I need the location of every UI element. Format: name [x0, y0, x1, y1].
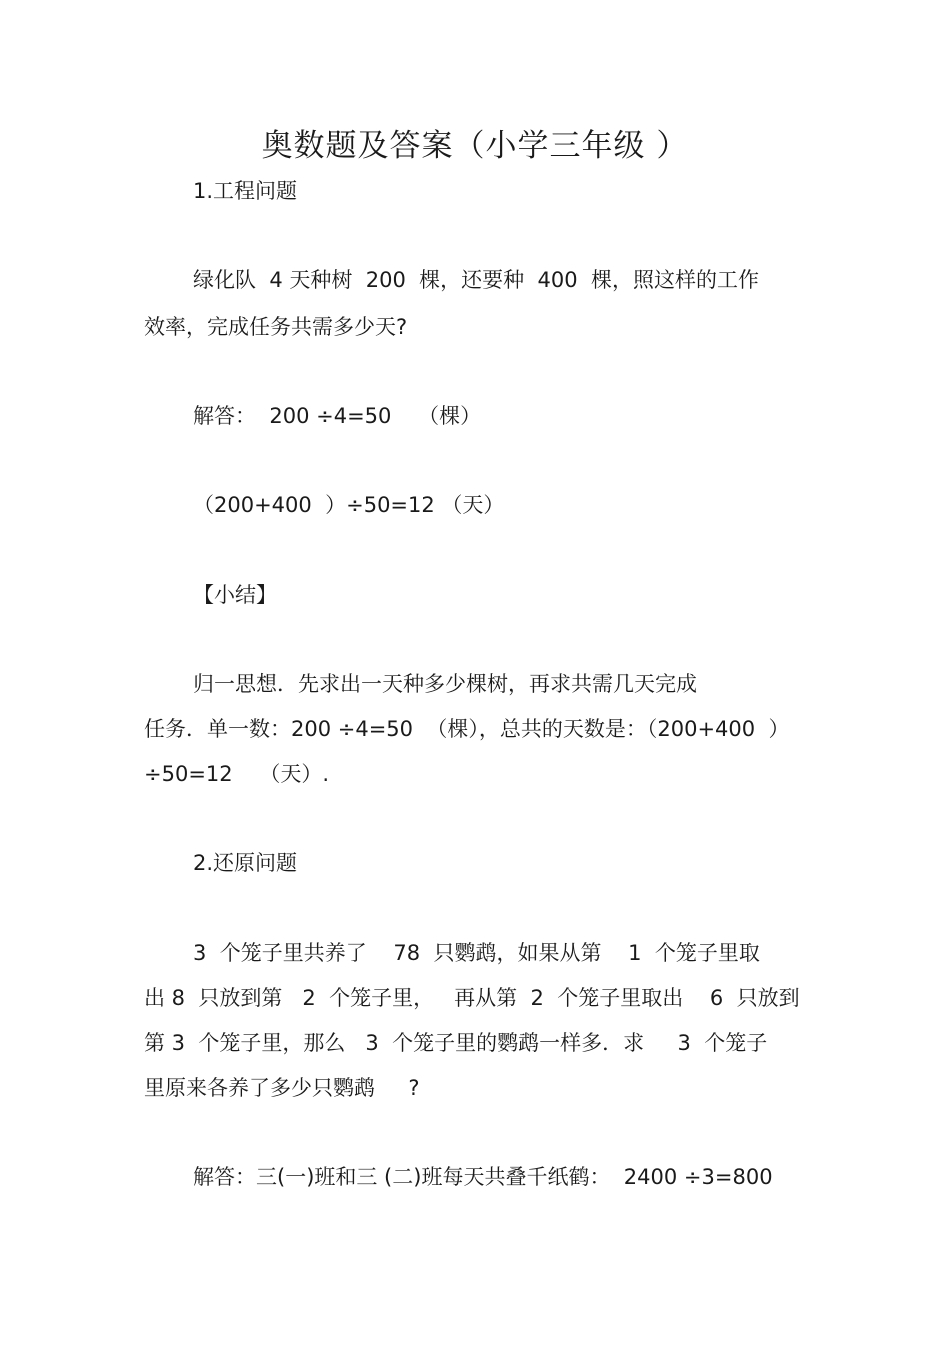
- problem-text: 效率，完成任务共需多少天?: [144, 315, 408, 339]
- summary-text: 归一思想．先求出一天种多少棵树，再求共需几天完成: [193, 672, 697, 696]
- problem-text: 绿化队 4 天种树 200 棵，还要种 400 棵，照这样的工作: [193, 268, 759, 292]
- section-heading: 1.工程问题: [193, 179, 298, 203]
- answer-text: 解答： 200 ÷4=50 （棵）: [193, 404, 482, 428]
- answer-text: （200+400 ）÷50=12 （天）: [193, 493, 505, 517]
- section-heading: 2.还原问题: [193, 851, 298, 875]
- problem-text: 里原来各养了多少只鹦鹉 ?: [144, 1076, 420, 1100]
- problem-text: 出 8 只放到第 2 个笼子里， 再从第 2 个笼子里取出 6 只放到: [144, 986, 800, 1010]
- summary-label: 【小结】: [193, 583, 277, 607]
- document-title: 奥数题及答案（小学三年级 ）: [261, 128, 689, 164]
- problem-text: 第 3 个笼子里，那么 3 个笼子里的鹦鹉一样多．求 3 个笼子: [144, 1031, 768, 1055]
- summary-text: 任务．单一数：200 ÷4=50 （棵），总共的天数是：（200+400 ）: [144, 717, 790, 741]
- problem-text: 3 个笼子里共养了 78 只鹦鹉，如果从第 1 个笼子里取: [193, 941, 760, 965]
- summary-text: ÷50=12 （天）.: [144, 762, 330, 786]
- answer-text: 解答：三(一)班和三 (二)班每天共叠千纸鹤： 2400 ÷3=800: [193, 1165, 773, 1189]
